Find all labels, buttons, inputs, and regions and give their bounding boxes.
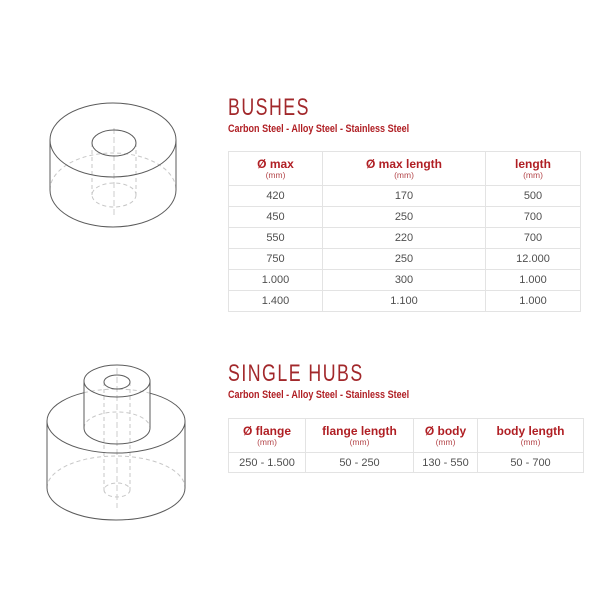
column-label: flange length: [322, 424, 397, 438]
bushes-title: BUSHES: [228, 94, 310, 121]
table-cell: 500: [486, 186, 581, 207]
column-unit: (mm): [265, 170, 286, 180]
table-cell: 700: [486, 207, 581, 228]
table-cell: 420: [229, 186, 323, 207]
table-row: [229, 186, 581, 207]
hubs-col-dbody: [414, 419, 478, 453]
table-cell: 700: [486, 228, 581, 249]
table-cell: 550: [229, 228, 323, 249]
bush-wireframe-drawing: [38, 92, 188, 237]
hubs-col-flange-length: [306, 419, 414, 453]
bushes-table: [228, 151, 581, 312]
table-row: [229, 453, 584, 473]
column-label: body length: [496, 424, 565, 438]
column-label: length: [515, 157, 551, 171]
table-cell: 750: [229, 249, 323, 270]
single-hubs-subtitle: Carbon Steel - Alloy Steel - Stainless Steel: [228, 389, 410, 401]
single-hubs-title: SINGLE HUBS: [228, 360, 364, 387]
table-row: [229, 249, 581, 270]
table-cell: 1.000: [229, 270, 323, 291]
column-label: Ø max: [257, 157, 294, 171]
column-unit: (mm): [257, 437, 277, 447]
column-unit: (mm): [523, 170, 543, 180]
table-row: [229, 270, 581, 291]
table-cell: 250 - 1.500: [229, 453, 306, 473]
table-cell: 220: [323, 228, 486, 249]
hubs-col-dflange: [229, 419, 306, 453]
table-cell: 170: [323, 186, 486, 207]
column-unit: (mm): [394, 170, 414, 180]
bushes-subtitle: Carbon Steel - Alloy Steel - Stainless Steel: [228, 123, 410, 135]
table-cell: 50 - 700: [478, 453, 584, 473]
table-cell: 450: [229, 207, 323, 228]
bushes-col-dmax-length: [323, 152, 486, 186]
table-cell: 1.400: [229, 291, 323, 312]
table-cell: 1.000: [486, 291, 581, 312]
table-cell: 1.000: [486, 270, 581, 291]
table-cell: 50 - 250: [306, 453, 414, 473]
column-label: Ø max length: [365, 157, 442, 171]
hubs-col-body-length: [478, 419, 584, 453]
table-cell: 1.100: [323, 291, 486, 312]
table-cell: 250: [323, 249, 486, 270]
table-cell: 12.000: [486, 249, 581, 270]
table-cell: 130 - 550: [414, 453, 478, 473]
column-unit: (mm): [520, 437, 541, 447]
bushes-col-length: [486, 152, 581, 186]
column-unit: (mm): [349, 437, 370, 447]
column-unit: (mm): [435, 437, 456, 447]
table-row: [229, 207, 581, 228]
bushes-header-row: [229, 152, 581, 186]
bushes-col-dmax: [229, 152, 323, 186]
table-cell: 300: [323, 270, 486, 291]
column-label: Ø body: [424, 424, 467, 438]
single-hub-wireframe-drawing: [40, 356, 192, 526]
table-cell: 250: [323, 207, 486, 228]
table-row: [229, 291, 581, 312]
column-label: Ø flange: [242, 424, 291, 438]
single-hubs-table: [228, 418, 584, 473]
table-row: [229, 228, 581, 249]
single-hubs-header-row: [229, 419, 584, 453]
